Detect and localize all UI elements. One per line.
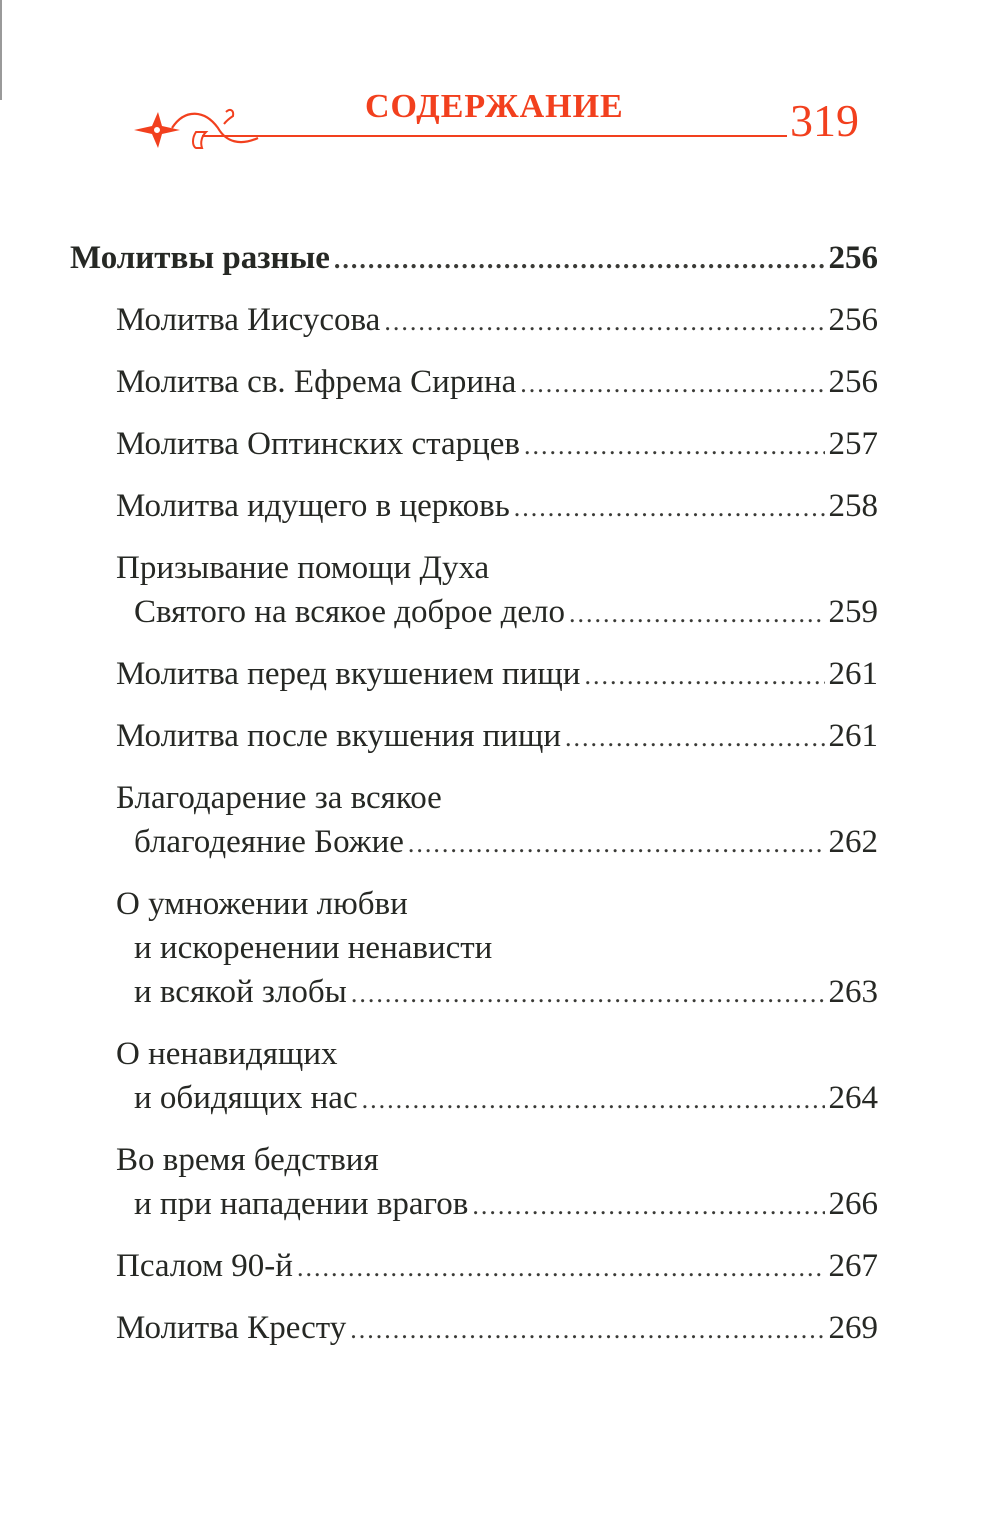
page-number: 319: [790, 95, 859, 146]
floral-ornament-icon: [90, 102, 300, 154]
toc-page-number: 256: [828, 302, 878, 338]
toc-entry-title: Молитва св. Ефрема Сирина: [116, 364, 517, 400]
toc-entry-title-continued: и всякой злобы: [134, 974, 347, 1010]
toc-entry[interactable]: [70, 1032, 878, 1122]
toc-entry-title-continued: и при нападении врагов: [134, 1186, 469, 1222]
dot-leader: [569, 592, 825, 636]
toc-entry-title: О ненавидящих: [116, 1036, 338, 1072]
table-of-contents: [70, 236, 878, 1352]
dot-leader: [351, 972, 825, 1016]
dot-leader: [514, 486, 825, 530]
toc-entry[interactable]: [70, 714, 878, 760]
toc-entry[interactable]: [70, 298, 878, 344]
toc-entry-title: Псалом 90-й: [116, 1248, 293, 1284]
toc-entry-title: Во время бедствия: [116, 1142, 379, 1178]
dot-leader: [350, 1308, 824, 1352]
toc-entry[interactable]: [70, 422, 878, 468]
toc-entry[interactable]: [70, 1306, 878, 1352]
toc-section[interactable]: [70, 236, 878, 282]
dot-leader: [334, 238, 825, 282]
toc-entry[interactable]: [70, 652, 878, 698]
toc-page-number: 261: [828, 656, 878, 692]
toc-entry-title: Молитва идущего в церковь: [116, 488, 510, 524]
toc-page-number: 257: [828, 426, 878, 462]
toc-page-number: 264: [828, 1080, 878, 1116]
toc-entry[interactable]: [70, 776, 878, 866]
toc-entry-title: Призывание помощи Духа: [116, 550, 490, 586]
toc-section-title: Молитвы разные: [70, 240, 330, 276]
toc-page-number: 259: [828, 594, 878, 630]
page-title: СОДЕРЖАНИЕ: [365, 88, 624, 125]
toc-page-number: 262: [828, 824, 878, 860]
toc-entry-title-continued: благодеяние Божие: [134, 824, 404, 860]
toc-page-number: 261: [828, 718, 878, 754]
toc-entry[interactable]: [70, 1138, 878, 1228]
toc-entry-title: Молитва перед вкушением пищи: [116, 656, 581, 692]
dot-leader: [408, 822, 825, 866]
toc-entry-title-continued: Святого на всякое доброе дело: [134, 594, 565, 630]
toc-entry[interactable]: [70, 360, 878, 406]
dot-leader: [565, 716, 824, 760]
dot-leader: [584, 654, 824, 698]
toc-entry-title-continued: и обидящих нас: [134, 1080, 358, 1116]
toc-entry-title: Молитва Оптинских старцев: [116, 426, 521, 462]
toc-page-number: 269: [828, 1310, 878, 1346]
toc-page-number: 267: [828, 1248, 878, 1284]
toc-page-number: 256: [828, 364, 878, 400]
toc-entry-title: Благодарение за всякое: [116, 780, 442, 816]
toc-entry-title-continued: и искоренении ненависти: [134, 930, 493, 966]
toc-entry-title: О умножении любви: [116, 886, 408, 922]
toc-entry-title: Молитва Кресту: [116, 1310, 347, 1346]
toc-entry[interactable]: [70, 546, 878, 636]
dot-leader: [524, 424, 824, 468]
toc-entry[interactable]: [70, 1244, 878, 1290]
dot-leader: [520, 362, 824, 406]
toc-entry-title: Молитва после вкушения пищи: [116, 718, 562, 754]
dot-leader: [362, 1078, 825, 1122]
toc-page-number: 258: [828, 488, 878, 524]
page-edge-line: [0, 0, 2, 100]
toc-entry[interactable]: [70, 882, 878, 1016]
toc-page-number: 266: [828, 1186, 878, 1222]
dot-leader: [384, 300, 824, 344]
dot-leader: [472, 1184, 824, 1228]
dot-leader: [297, 1246, 825, 1290]
toc-entry[interactable]: [70, 484, 878, 530]
toc-page-number: 263: [828, 974, 878, 1010]
toc-entry-title: Молитва Иисусова: [116, 302, 381, 338]
header-rule: [202, 135, 787, 137]
toc-page-number: 256: [828, 240, 878, 276]
